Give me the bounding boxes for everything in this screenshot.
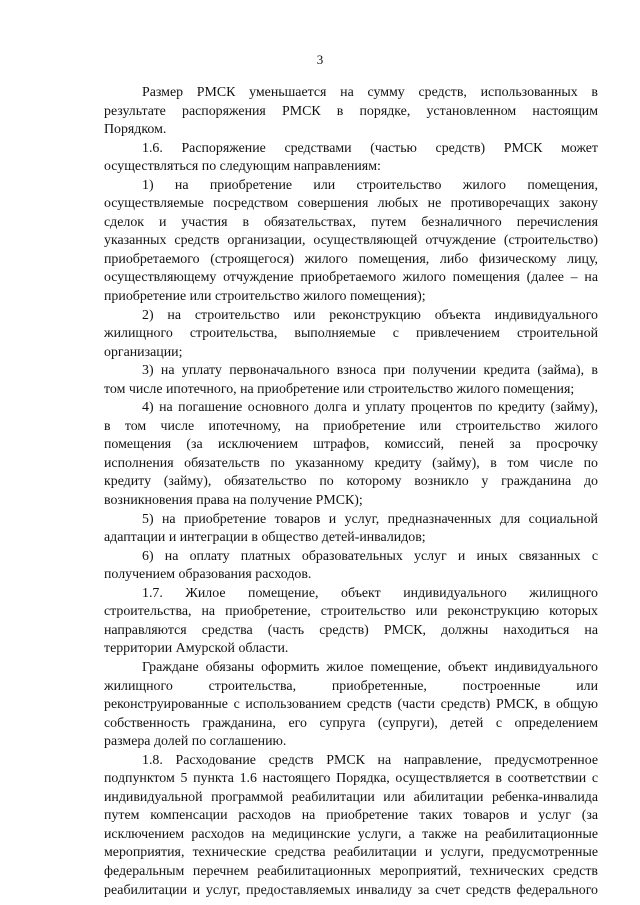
text-line: результате распоряжения РМСК в порядке, установленном настоящим: [104, 103, 598, 119]
text-line: адаптации и интеграции в общество детей-инвалидов;: [104, 530, 426, 546]
text-line: строительства, на приобретение, строительство или реконструкцию которых: [104, 604, 598, 620]
text-line: получением образования расходов.: [104, 567, 312, 583]
text-line: 1.8. Расходование средств РМСК на направление, предусмотренное: [142, 752, 598, 768]
text-line: помещения (за исключением штрафов, комиссий, пеней за просрочку: [104, 437, 598, 453]
text-line: приобретение или строительство жилого помещения);: [104, 289, 426, 305]
text-line: индивидуальной программой реабилитации или абилитации ребенка-инвалида: [104, 789, 598, 805]
text-line: реконструированные с использованием средств (части средств) РМСК, в общую: [104, 697, 598, 713]
text-line: жилищного строительства, приобретенные, построенные или: [104, 678, 598, 694]
text-line: осуществляться по следующим направлениям:: [104, 159, 381, 175]
document-body-text: [104, 84, 598, 900]
text-line: территории Амурской области.: [104, 641, 289, 657]
text-line: Граждане обязаны оформить жилое помещение, объект индивидуального: [142, 659, 598, 675]
text-line: осуществляемые посредством совершения любых не противоречащих закону: [104, 196, 598, 212]
text-line: осуществляющему отчуждение приобретаемого жилого помещения (далее – на: [104, 270, 598, 286]
text-line: 6) на оплату платных образовательных услуг и иных связанных с: [142, 548, 598, 564]
text-line: путем компенсации расходов на приобретение таких товаров и услуг (за: [104, 808, 598, 824]
text-line: 1.6. Распоряжение средствами (частью средств) РМСК может: [142, 140, 598, 156]
text-line: том числе ипотечного, на приобретение или строительство жилого помещения;: [104, 381, 575, 397]
text-line: Размер РМСК уменьшается на сумму средств, использованных в: [142, 85, 598, 100]
text-line: сделок и участия в обязательствах, путем безналичного перечисления: [104, 214, 598, 230]
text-line: направляются средства (часть средств) РМСК, должны находиться на: [104, 622, 598, 638]
text-line: собственность гражданина, его супруга (супруги), детей с определением: [104, 715, 598, 731]
text-line: исключением расходов на медицинские услуги, а также на реабилитационные: [104, 826, 598, 842]
text-line: приобретаемого (строящегося) жилого помещения, либо физическому лицу,: [104, 251, 598, 267]
text-line: федеральным перечнем реабилитационных мероприятий, технических средств: [104, 863, 598, 879]
text-line: организации;: [104, 344, 183, 360]
text-line: указанных средств организации, осуществляющей отчуждение (строительство): [104, 233, 598, 249]
text-line: 2) на строительство или реконструкцию объекта индивидуального: [142, 307, 598, 323]
text-line: Порядком.: [104, 122, 167, 138]
text-line: 5) на приобретение товаров и услуг, предназначенных для социальной: [142, 511, 598, 527]
text-line: 4) на погашение основного долга и уплату процентов по кредиту (займу),: [142, 400, 598, 416]
text-line: возникновения права на получение РМСК);: [104, 493, 363, 509]
text-line: исполнения обязательств по указанному кредиту (займу), в том числе по: [104, 455, 598, 471]
text-line: в том числе ипотечному, на приобретение или строительство жилого: [104, 418, 598, 434]
page-number: 3: [316, 52, 324, 67]
text-line: мероприятия, технические средства реабилитации и услуги, предусмотренные: [104, 845, 598, 861]
text-line: 1) на приобретение или строительство жилого помещения,: [142, 177, 598, 193]
text-line: реабилитации и услуг, предоставляемых инвалиду за счет средств федерального: [104, 882, 598, 898]
text-line: подпунктом 5 пункта 1.6 настоящего Порядка, осуществляется в соответствии с: [104, 771, 598, 787]
text-line: размера долей по соглашению.: [104, 734, 287, 750]
text-line: жилищного строительства, выполняемые с привлечением строительной: [104, 326, 598, 342]
text-line: 1.7. Жилое помещение, объект индивидуального жилищного: [142, 585, 598, 601]
text-line: 3) на уплату первоначального взноса при получении кредита (займа), в: [142, 363, 598, 379]
text-line: кредиту (займу), обязательство по которому возникло у гражданина до: [104, 474, 598, 490]
